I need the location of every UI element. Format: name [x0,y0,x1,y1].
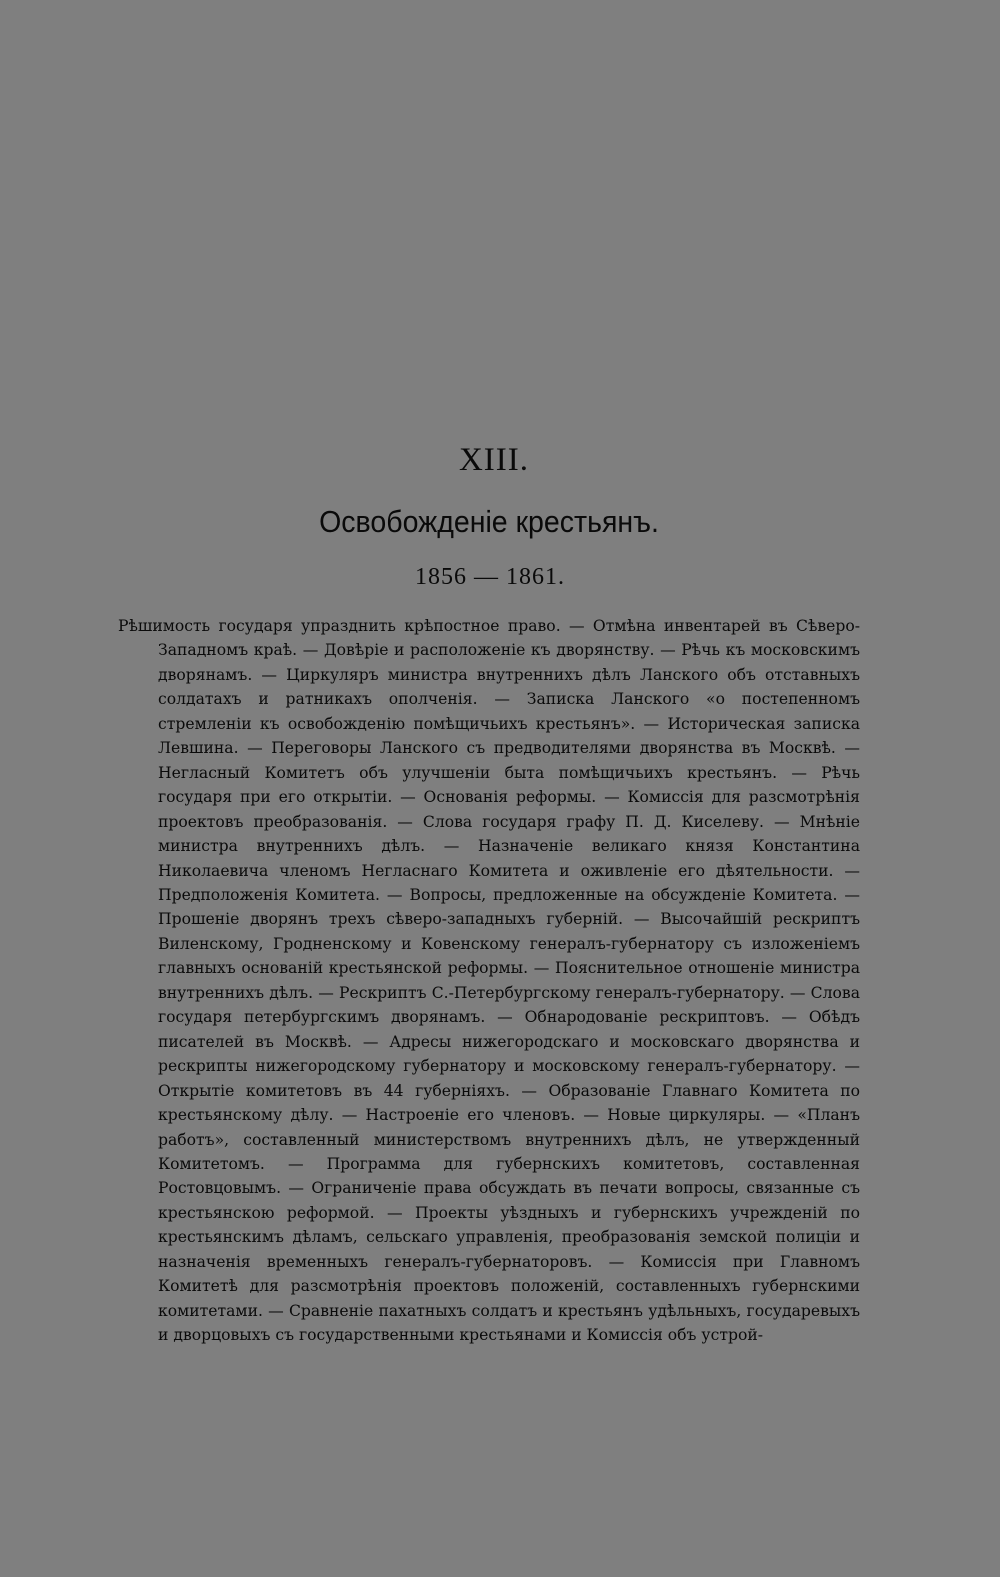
chapter-years: 1856 — 1861. [415,564,565,590]
chapter-number: XIII. [458,442,530,478]
chapter-summary: Рѣшимость государя упразднить крѣпостное право. — Отмѣна инвентарей въ Сѣверо-Западномъ краѣ. — Довѣріе и расположеніе къ дворянству. — Рѣчь къ московскимъ дворянамъ. — Циркуляръ министра внутреннихъ дѣлъ Ланского объ отставныхъ солдатахъ и ратникахъ ополченія. — Записка Ланского «о постепенномъ стремленіи къ освобожденію помѣщичьихъ крестьянъ». — Историческая записка Левшина. — Переговоры Ланского съ предводителями дворянства въ Москвѣ. — Негласный Комитетъ объ улучшеніи быта помѣщичьихъ крестьянъ. — Рѣчь государя при его открытіи. — Основанія реформы. — Комиссія для разсмотрѣнія проектовъ преобразованія. — Слова государя графу П. Д. Киселеву. — Мнѣніе министра внутреннихъ дѣлъ. — Назначеніе великаго князя Константина Николаевича членомъ Негласнаго Комитета и оживленіе его дѣятельности. — Предположенія Комитета. — Вопросы, предложенные на обсужденіе Комитета. — Прошеніе дворянъ трехъ сѣверо-западныхъ губерній. — Высочайшій рескриптъ Виленскому, Гродненскому и Ковенскому генералъ-губернатору съ изложеніемъ главныхъ основаній крестьянской реформы. — Пояснительное отношеніе министра внутреннихъ дѣлъ. — Рескриптъ С.-Петербургскому генералъ-губернатору. — Слова государя петербургскимъ дворянамъ. — Обнародованіе рескриптовъ. — Обѣдъ писателей въ Москвѣ. — Адресы нижегородскаго и московскаго дворянства и рескрипты нижегородскому губернатору и московскому генералъ-губернатору. — Открытіе комитетовъ въ 44 губерніяхъ. — Образованіе Главнаго Комитета по крестьянскому дѣлу. — Настроеніе его членовъ. — Новые циркуляры. — «Планъ работъ», составленный министерствомъ внутреннихъ дѣлъ, не утвержденный Комитетомъ. — Программа для губернскихъ комитетовъ, составленная Ростовцовымъ. — Ограниченіе права обсуждать въ печати вопросы, связанные съ крестьянскою реформой. — Проекты уѣздныхъ и губернскихъ учрежденій по крестьянскимъ дѣламъ, сельскаго управленія, преобразованія земской полиціи и назначенія временныхъ генералъ-губернаторовъ. — Комиссія при Главномъ Комитетѣ для разсмотрѣнія проектовъ положеній, составленныхъ губернскими комитетами. — Сравненіе пахатныхъ солдатъ и крестьянъ удѣльныхъ, государевыхъ и дворцовыхъ съ государственными крестьянами и Комиссія объ устрой- [118,617,860,1345]
chapter-title: Освобожденіе крестьянъ. [319,504,659,539]
